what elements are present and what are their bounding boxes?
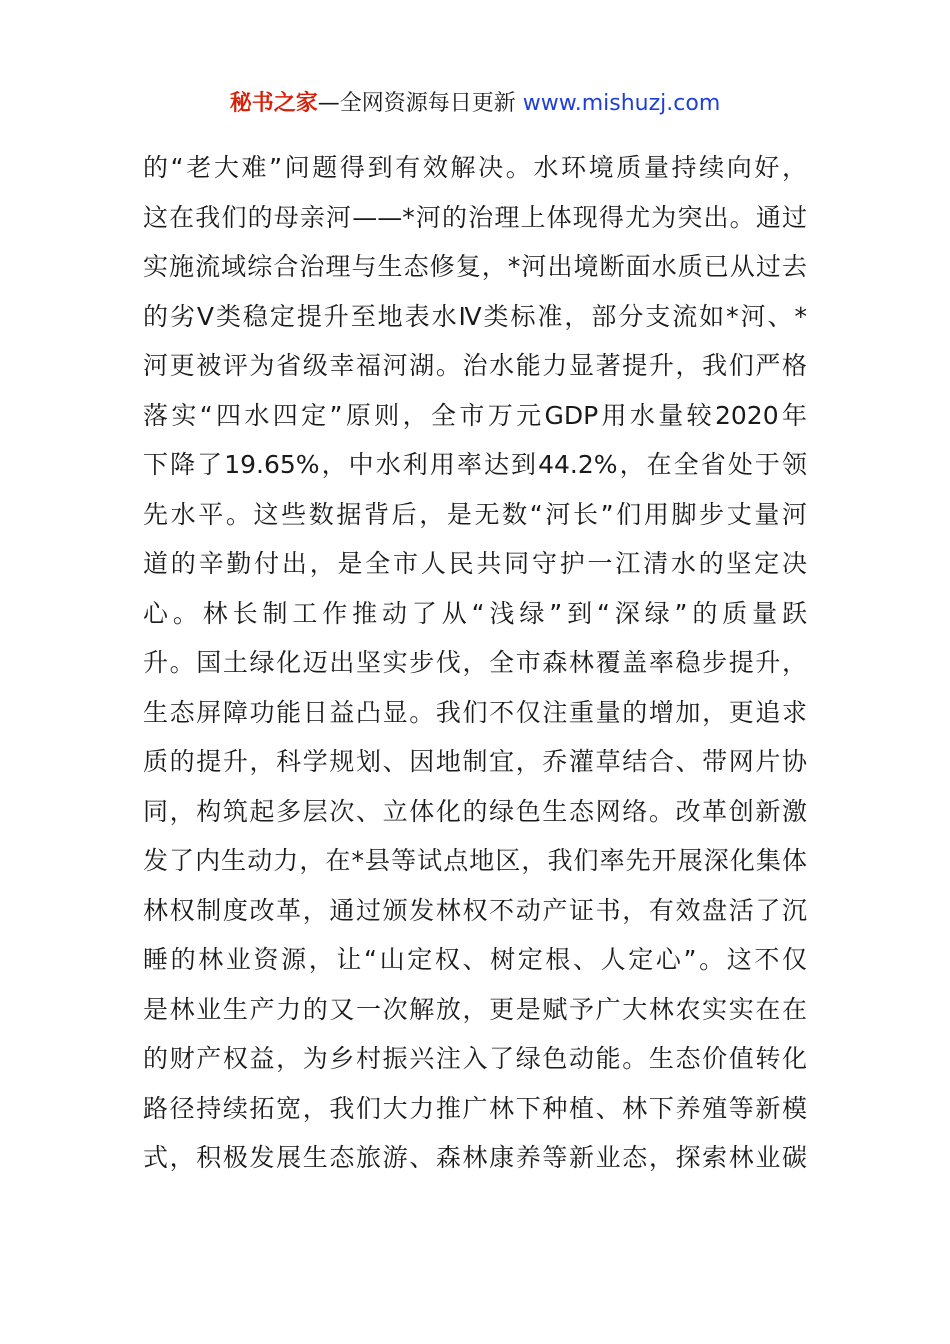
text-line: 是林业生产力的又一次解放，更是赋予广大林农实实在在	[143, 994, 807, 1024]
text-line: 生态屏障功能日益凸显。我们不仅注重量的增加，更追求	[143, 697, 807, 727]
text-line: 发了内生动力，在*县等试点地区，我们率先开展深化集体	[143, 846, 807, 875]
text-line: 林权制度改革，通过颁发林权不动产证书，有效盘活了沉	[143, 895, 807, 925]
brand-name: 秘书之家	[229, 91, 318, 116]
text-line: 质的提升，科学规划、因地制宜，乔灌草结合、带网片协	[143, 747, 807, 776]
text-line: 实施流域综合治理与生态修复，*河出境断面水质已从过去	[143, 252, 807, 281]
text-line: 式，积极发展生态旅游、森林康养等新业态，探索林业碳	[143, 1143, 807, 1172]
text-line: 路径持续拓宽，我们大力推广林下种植、林下养殖等新模	[143, 1093, 807, 1123]
document-body	[143, 143, 807, 1183]
header-tagline: —全网资源每日更新	[317, 91, 523, 116]
site-url-link[interactable]: www.mishuzj.com	[522, 91, 721, 116]
text-line: 先水平。这些数据背后，是无数“河长”们用脚步丈量河	[143, 499, 807, 529]
text-line: 这在我们的母亲河——*河的治理上体现得尤为突出。通过	[143, 202, 807, 232]
site-header	[0, 88, 950, 120]
text-line: 道的辛勤付出，是全市人民共同守护一江清水的坚定决	[143, 549, 807, 578]
text-line: 同，构筑起多层次、立体化的绿色生态网络。改革创新激	[143, 796, 807, 826]
text-line: 下降了19.65%，中水利用率达到44.2%，在全省处于领	[143, 450, 807, 479]
text-line: 升。国土绿化迈出坚实步伐，全市森林覆盖率稳步提升，	[143, 648, 807, 677]
text-line: 的“老大难”问题得到有效解决。水环境质量持续向好，	[143, 153, 807, 182]
text-line: 落实“四水四定”原则，全市万元GDP用水量较2020年	[143, 400, 807, 430]
text-line: 心。林长制工作推动了从“浅绿”到“深绿”的质量跃	[143, 598, 807, 628]
text-line: 睡的林业资源，让“山定权、树定根、人定心”。这不仅	[143, 945, 807, 974]
text-line: 的财产权益，为乡村振兴注入了绿色动能。生态价值转化	[143, 1044, 807, 1073]
text-line: 河更被评为省级幸福河湖。治水能力显著提升，我们严格	[143, 351, 807, 380]
text-line: 的劣Ⅴ类稳定提升至地表水Ⅳ类标准，部分支流如*河、*	[143, 301, 807, 331]
